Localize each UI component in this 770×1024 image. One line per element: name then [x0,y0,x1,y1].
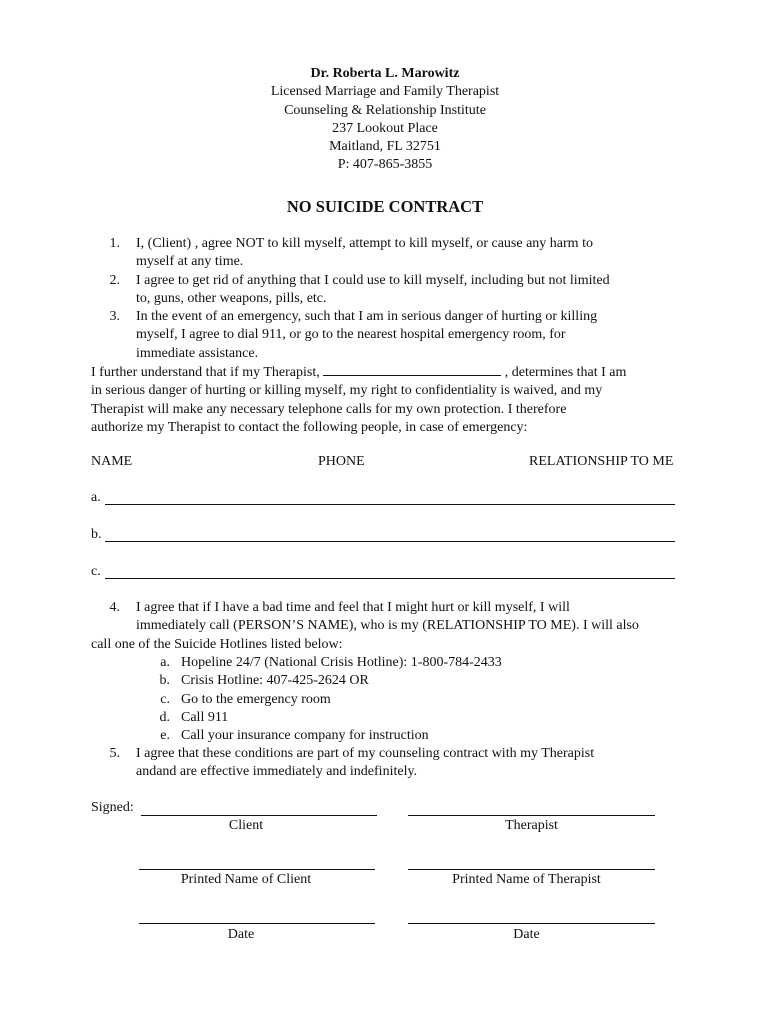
therapist-label: Therapist [505,818,558,833]
contact-b-line[interactable] [105,541,675,542]
printed-client-line[interactable] [139,869,375,870]
institute-line: Counseling & Relationship Institute [284,102,486,118]
item-3-line-1: In the event of an emergency, such that I am in serious danger of hurting or killing [136,309,598,324]
contact-c-letter: c. [91,564,101,579]
understand-line-2: in serious danger of hurting or killing myself, my right to confidentiality is waived, and my [91,383,603,399]
item-1-line-1: I, (Client) , agree NOT to kill myself, attempt to kill myself, or cause any harm to [136,236,593,251]
item-1-line-2: myself at any time. [136,254,244,270]
understand-text-b: , determines that I am [504,365,627,380]
contact-a-line[interactable] [105,504,675,505]
therapist-signature-line[interactable] [408,815,655,816]
client-signature-line[interactable] [141,815,377,816]
document-title: NO SUICIDE CONTRACT [286,197,484,216]
item-4-line-3-text: call one of the Suicide Hotlines listed below: [91,637,343,652]
phone-line: P: 407-865-3855 [337,157,433,173]
item-2-line-2: to, guns, other weapons, pills, etc. [136,291,327,307]
item-3-line-2: myself, I agree to dial 911, or go to the nearest hospital emergency room, for [136,327,566,343]
understand-text-a: I further understand that if my Therapist, [91,365,320,380]
contacts-header-name: NAME [91,454,133,469]
date-therapist-line[interactable] [408,923,655,924]
date-client-line[interactable] [139,923,375,924]
therapist-name: Dr. Roberta L. Marowitz [310,66,460,81]
contact-c-line[interactable] [105,578,675,579]
date-therapist-label: Date [513,927,540,942]
client-label: Client [228,818,264,833]
item-4-line-1: I agree that if I have a bad time and feel that I might hurt or kill myself, I will [136,600,570,615]
date-client-label: Date [227,927,255,942]
signed-label: Signed: [91,800,134,815]
confidentiality-paragraph [91,363,626,437]
address-street: 237 Lookout Place [332,120,438,136]
contact-a-letter: a. [91,490,101,505]
item-5-line-1: I agree that these conditions are part of my counseling contract with my Therapist [136,746,595,761]
understand-line-4: authorize my Therapist to contact the following people, in case of emergency: [91,419,528,435]
therapist-name-blank[interactable] [323,363,501,376]
understand-line-3: Therapist will make any necessary telephone calls for my own protection. I therefore [91,401,567,417]
contacts-header-relationship: RELATIONSHIP TO ME [529,454,674,469]
letterhead [0,65,770,175]
item-3-line-3: immediate assistance. [136,345,259,361]
printed-client-label: Printed Name of Client [180,872,312,887]
contacts-header-phone: PHONE [318,454,365,469]
understand-line-1 [91,363,626,382]
address-city: Maitland, FL 32751 [329,139,441,155]
item-4-line-3 [91,636,343,654]
contact-b-letter: b. [91,527,102,542]
item-4-line-2: immediately call (PERSON’S NAME), who is my (RELATIONSHIP TO ME). I will also [136,618,639,634]
printed-therapist-line[interactable] [408,869,655,870]
credential-line: Licensed Marriage and Family Therapist [270,84,500,100]
item-5-line-2: andand are effective immediately and indefinitely. [136,764,418,780]
printed-therapist-label: Printed Name of Therapist [452,872,601,887]
item-2-line-1: I agree to get rid of anything that I could use to kill myself, including but not limited [136,273,610,288]
